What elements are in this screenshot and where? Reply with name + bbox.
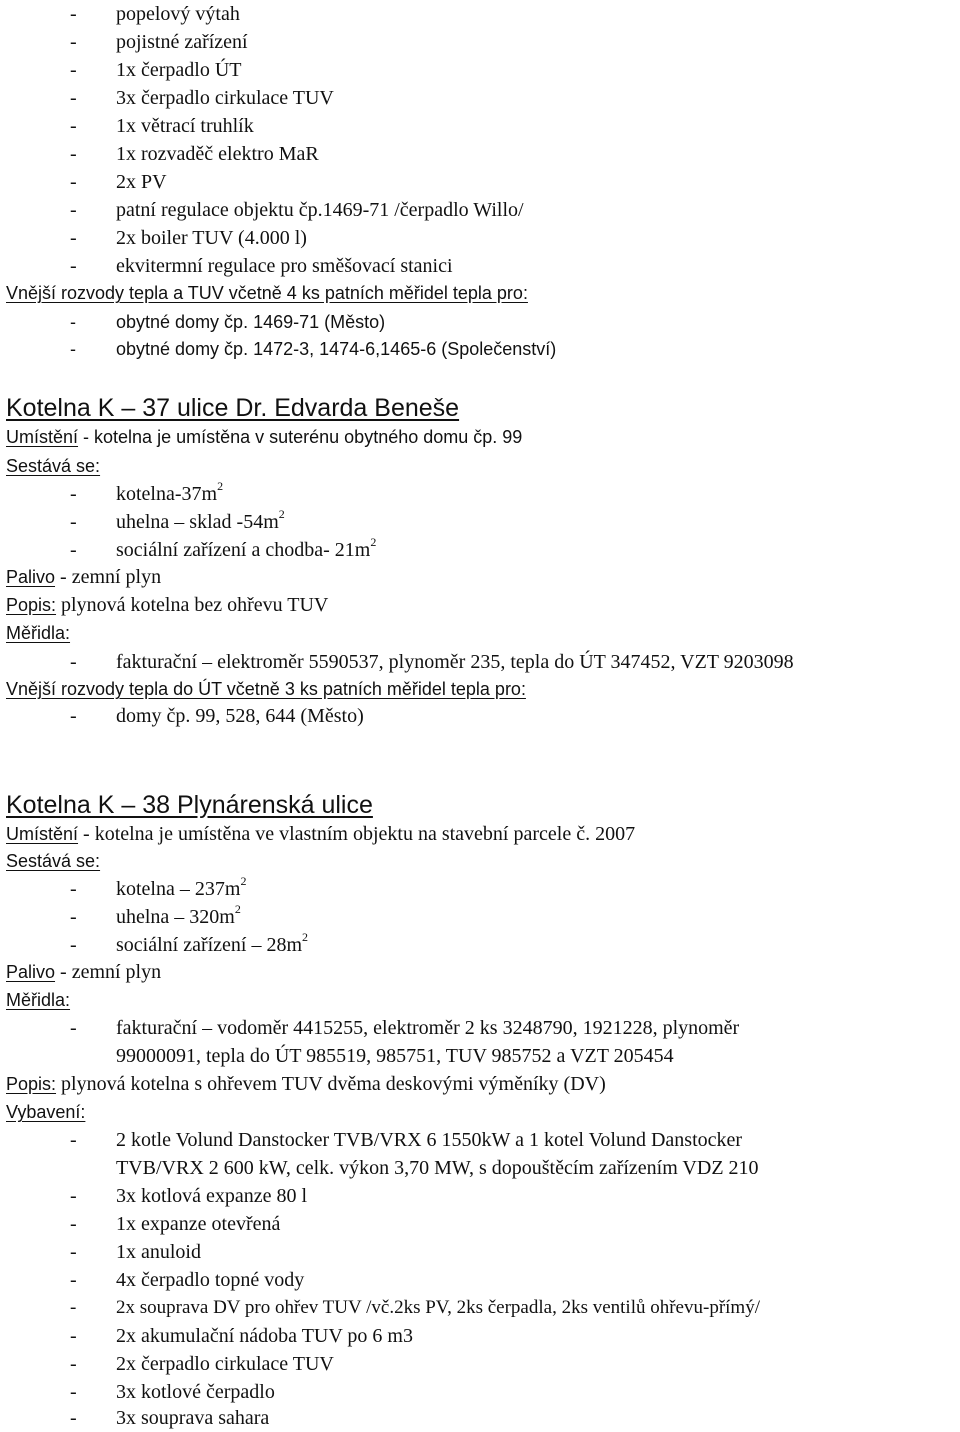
description-line: Popis: plynová kotelna s ohřevem TUV dvěma deskovými výměníky (DV): [6, 1073, 606, 1095]
description-line: Popis: plynová kotelna bez ohřevu TUV: [6, 594, 329, 616]
list-item-continuation: 99000091, tepla do ÚT 985519, 985751, TUV 985752 a VZT 205454: [116, 1045, 674, 1067]
section-title-k37: Kotelna K – 37 ulice Dr. Edvarda Beneše: [6, 394, 460, 422]
meters-label: Měřidla:: [6, 990, 71, 1010]
location-line: Umístění - kotelna je umístěna v suterénu obytného domu čp. 99: [6, 427, 523, 447]
location-line: Umístění - kotelna je umístěna ve vlastním objektu na stavební parcele č. 2007: [6, 823, 636, 845]
external-distribution-heading: Vnější rozvody tepla a TUV včetně 4 ks patních měřidel tepla pro:: [6, 283, 528, 303]
list-item-continuation: TVB/VRX 2 600 kW, celk. výkon 3,70 MW, s dopouštěcím zařízením VDZ 210: [116, 1157, 759, 1179]
consists-label: Sestává se:: [6, 851, 101, 871]
consists-label: Sestává se:: [6, 456, 101, 476]
fuel-line: Palivo - zemní plyn: [6, 566, 162, 588]
fuel-line: Palivo - zemní plyn: [6, 961, 162, 983]
section-title-k38: Kotelna K – 38 Plynárenská ulice: [6, 791, 373, 819]
external-distribution-heading: Vnější rozvody tepla do ÚT včetně 3 ks patních měřidel tepla pro:: [6, 679, 526, 699]
document-page: - popelový výtah - pojistné zařízení - 1x čerpadlo ÚT - 3x čerpadlo cirkulace TUV - 1x větrací truhlík - 1x rozvaděč elektro MaR - 2x PV - patní regulace objektu čp.1469-71 /čerpadlo Willo/ - 2x boiler TUV (4.000 l) - ekvitermní regulace pro směšovací stanici Vnější rozvody tepla a TUV včetně 4 ks patních měřidel tepla pro: - obytné domy čp. 1469-71 (Město) - obytné domy čp. 1472-3, 1474-6,1465-6 (Společenství) Kotelna K – 37 ulice Dr. Edvarda Beneše Umístění - kotelna je umístěna v suterénu obytného domu čp. 99 Sestává se: - kotelna-$37m^2$ - uhelna – sklad $-54m^2$ - sociální zařízení a chodba- $21m^2$ Palivo - zemní plyn Popis: plynová kotelna bez ohřevu TUV Měřidla: - fakturační – elektroměr 5590537, plynoměr 235, tepla do ÚT 347452, VZT 9203098 Vnější rozvody tepla do ÚT včetně 3 ks patních měřidel tepla pro: - domy čp. 99, 528, 644 (Město) Kotelna K – 38 Plynárenská ulice Umístění - kotelna je umístěna ve vlastním objektu na stavební parcele č. 2007 Sestává se: - kotelna – $237m^2$ - uhelna – $320m^2$ - sociální zařízení – $28m^2$ Palivo - zemní plyn Měřidla: - fakturační – vodoměr 4415255, elektroměr 2 ks 3248790, 1921228, plynoměr 99000091, tepla do ÚT 985519, 985751, TUV 985752 a VZT 205454 Popis: plynová kotelna s ohřevem TUV dvěma deskovými výměníky (DV) Vybavení: - 2 kotle Volund Danstocker TVB/VRX 6 1550kW a 1 kotel Volund Danstocker TVB/VRX 2 600 kW, celk. výkon 3,70 MW, s dopouštěcím zařízením VDZ 210 - 3x kotlová expanze 80 l - 1x expanze otevřená - 1x anuloid - 4x čerpadlo topné vody - 2x souprava DV pro ohřev TUV /vč.2ks PV, 2ks čerpadla, 2ks ventilů ohřevu-přímý/ - 2x akumulační nádoba TUV po 6 m3 - 2x čerpadlo cirkulace TUV - 3x kotlové čerpadlo - 3x souprava sahara: [6, 3, 794, 1429]
equipment-label: Vybavení:: [6, 1102, 86, 1122]
meters-label: Měřidla:: [6, 623, 71, 643]
